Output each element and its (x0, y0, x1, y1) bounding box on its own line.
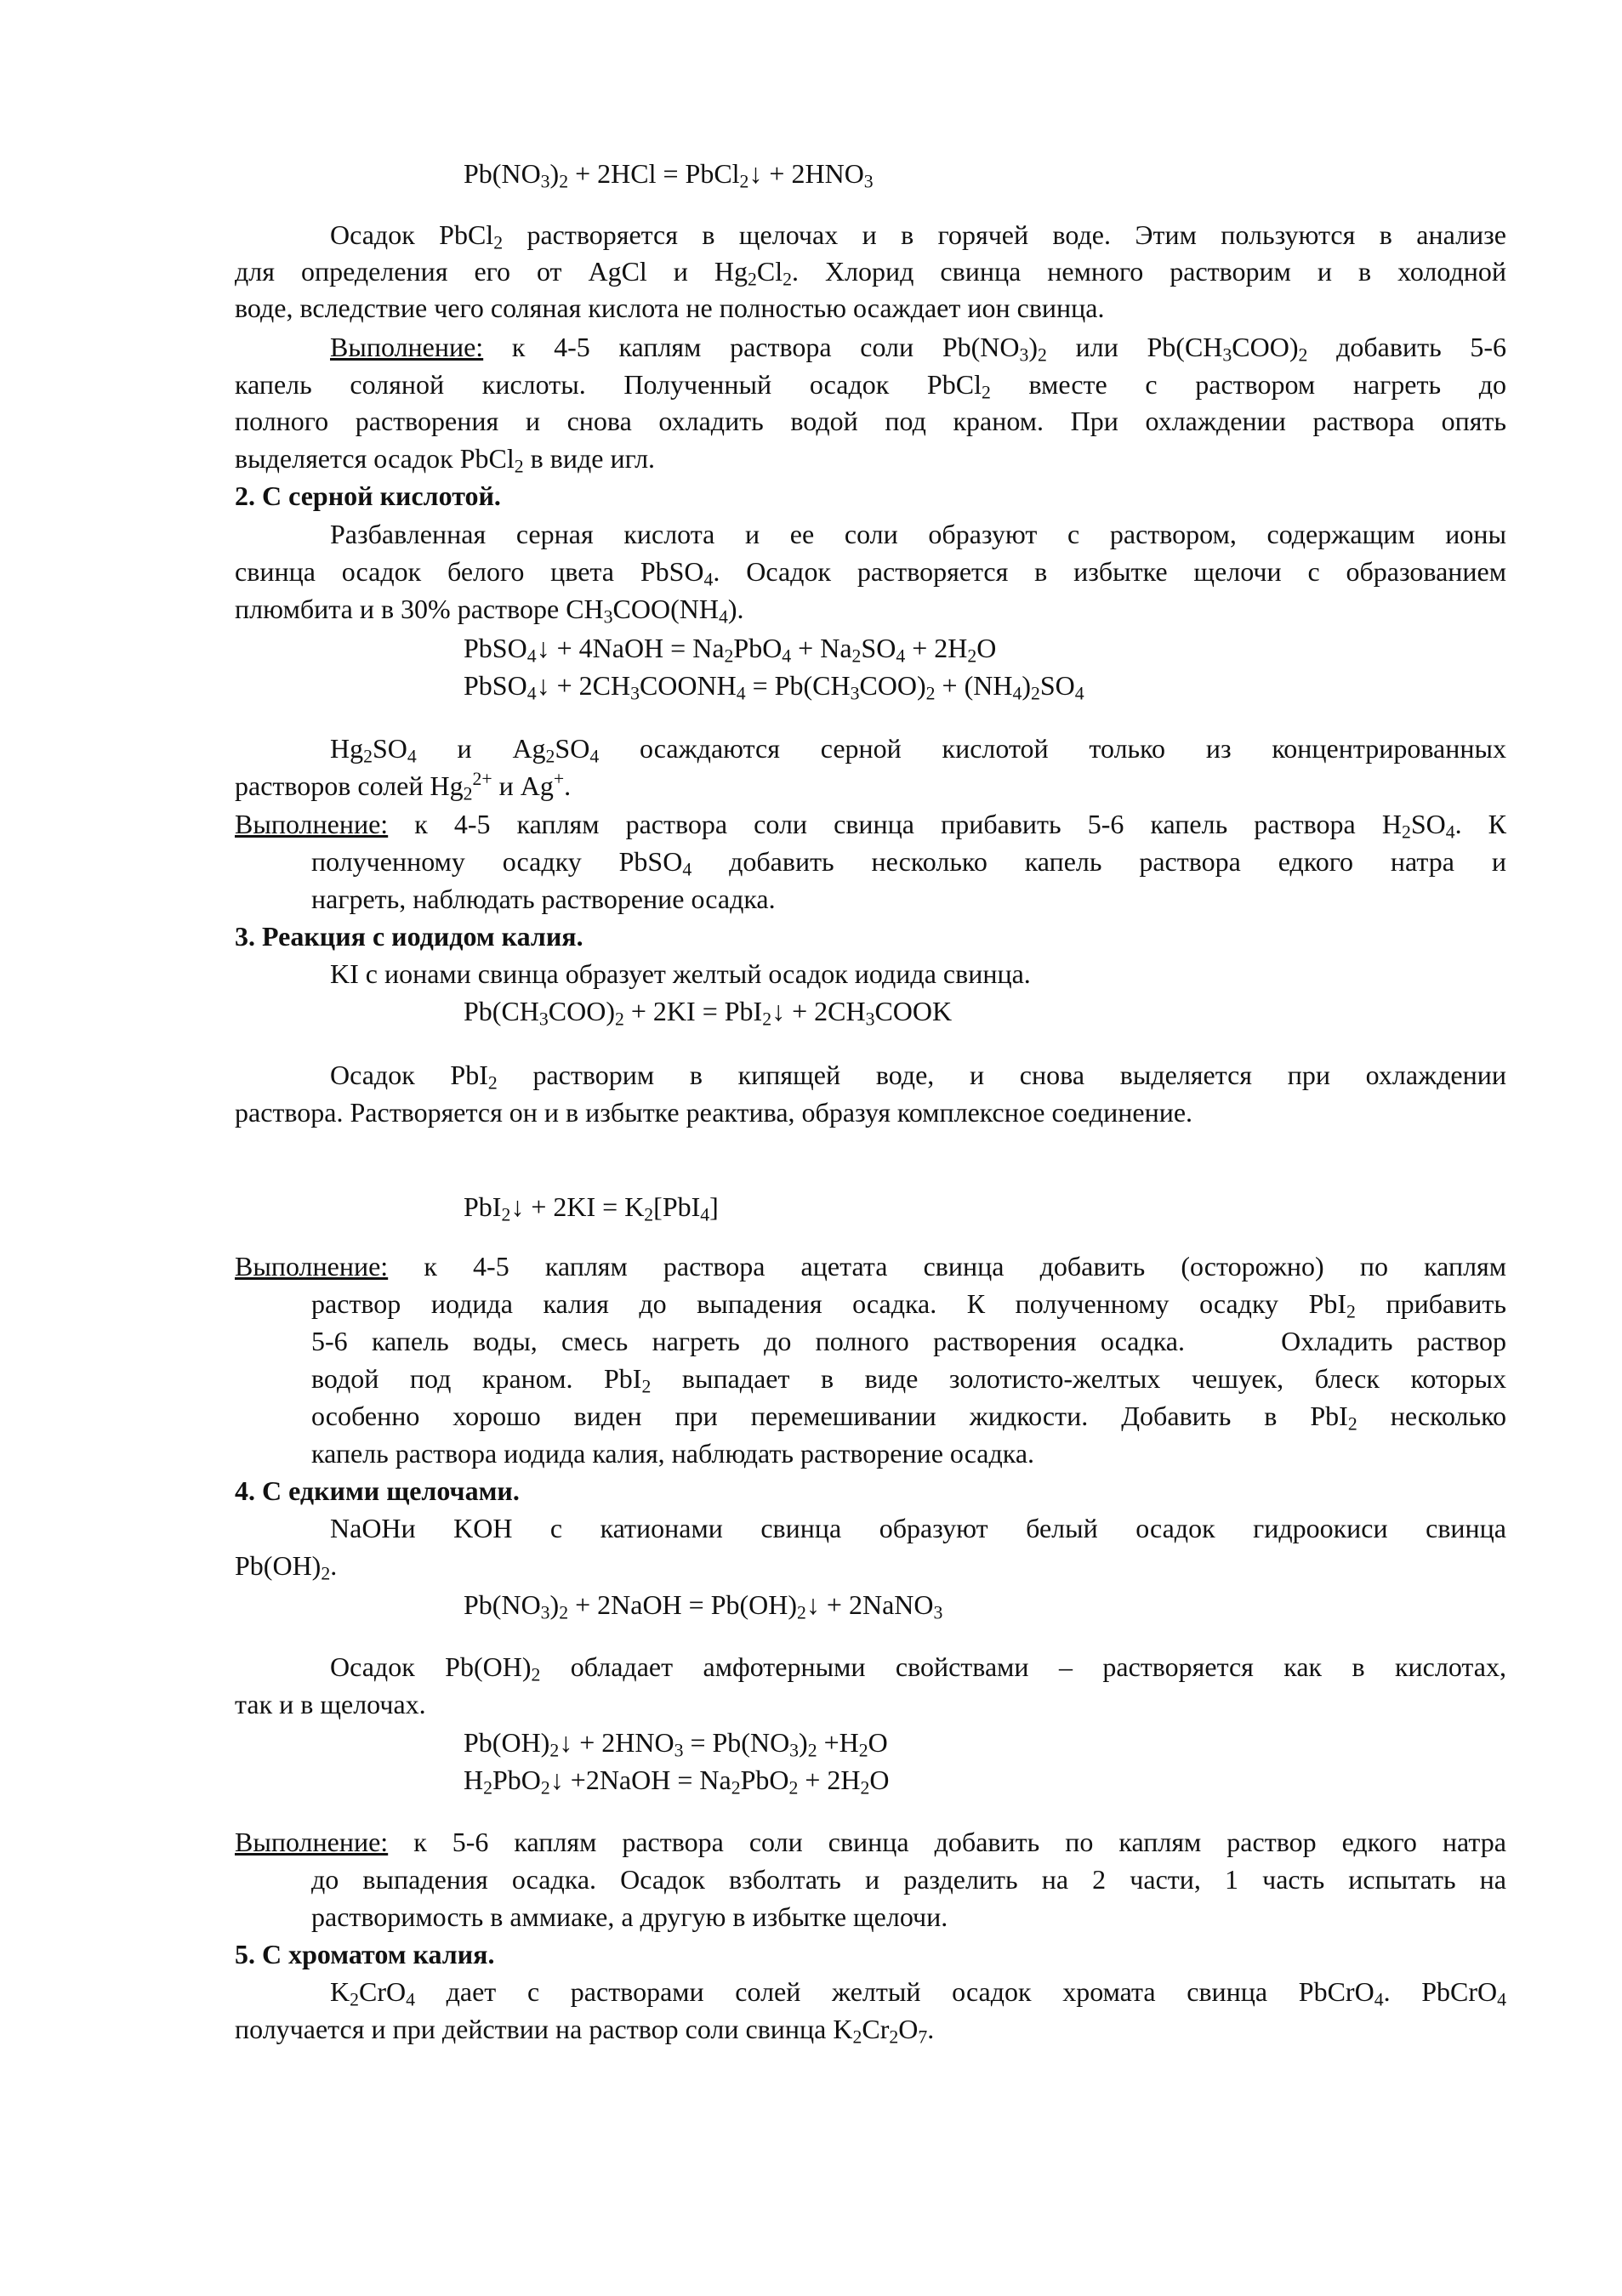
procedure-line: Выполнение: к 4-5 каплям раствора ацетата свинца добавить (осторожно) по каплям (235, 1251, 1506, 1282)
paragraph-line: получается и при действии на раствор соли свинца $K_2Cr_2O_7$. (235, 2014, 935, 2048)
equation: PbSO$_4$↓ + $2CH_3COONH_4 = Pb(CH_3COO)_2 + (NH_4)_2SO_4$ (464, 670, 1084, 704)
paragraph-line: Осадок PbCl$_2$ растворяется в щелочах и в горячей воде. Этим пользуются в анализе (330, 219, 1507, 253)
paragraph-line: Осадок PbI$_2$ растворим в кипящей воде, и снова выделяется при охлаждении (330, 1060, 1507, 1094)
procedure-line: растворимость в аммиаке, а другую в избытке щелочи. (311, 1901, 948, 1932)
procedure-line: до выпадения осадка. Осадок взболтать и разделить на 2 части, 1 часть испытать на (311, 1864, 1506, 1895)
section-heading: 2. С серной кислотой. (235, 480, 501, 511)
paragraph-line: $Pb(OH)_2$. (235, 1550, 338, 1584)
paragraph-line: Разбавленная серная кислота и ее соли образуют с раствором, содержащим ионы (330, 519, 1506, 549)
paragraph-line: так и в щелочах. (235, 1689, 426, 1719)
paragraph-line: NaOHи KOH с катионами свинца образуют белый осадок гидроокиси свинца (330, 1513, 1506, 1543)
equation: $H_2PbO_2↓$ +2NaOH = $Na_2PbO_2 + 2H_2O$ (464, 1765, 890, 1799)
paragraph-line: $Hg_2SO_4$ и $Ag_2SO_4$ осаждаются серной кислотой только из концентрированных (330, 733, 1506, 767)
paragraph-line: Осадок $Pb(OH)_2$ обладает амфотерными свойствами – растворяется как в кислотах, (330, 1651, 1507, 1685)
equation: PbI$_2$↓ + $2KI = K_2[PbI_4]$ (464, 1191, 719, 1225)
paragraph-line: $K_2CrO_4$ дает с растворами солей желтый осадок хромата свинца PbCrO$_4$. PbCrO$_4$ (330, 1976, 1507, 2010)
procedure-line: Выполнение: к 4-5 каплям раствора соли свинца прибавить 5-6 капель раствора $H_2SO_4$. К (235, 809, 1507, 843)
paragraph-line: для определения его от AgCl и $Hg_2Cl_2$. Хлорид свинца немного растворим и в холодной (235, 256, 1507, 290)
procedure-line: особенно хорошо виден при перемешивании жидкости. Добавить в PbI$_2$ несколько (311, 1401, 1507, 1435)
paragraph-line: раствора. Растворяется он и в избытке реактива, образуя комплексное соединение. (235, 1097, 1193, 1128)
equation: $Pb(CH_3COO)_2 + 2KI$ = PbI$_2$↓ + $2CH_3COOK$ (464, 996, 953, 1030)
procedure-line: Выполнение: к 5-6 каплям раствора соли свинца добавить по каплям раствор едкого натра (235, 1827, 1506, 1857)
section-heading: 4. С едкими щелочами. (235, 1475, 520, 1506)
procedure-line: полного растворения и снова охладить водой под краном. При охлаждении раствора опять (235, 406, 1506, 436)
paragraph-line: KI с ионами свинца образует желтый осадок иодида свинца. (330, 958, 1031, 989)
paragraph-line: воде, вследствие чего соляная кислота не полностью осаждает ион свинца. (235, 293, 1105, 323)
paragraph-line: плюмбита и в 30% растворе $CH_3COO(NH_4)$. (235, 594, 744, 628)
procedure-line: 5-6 капель воды, смесь нагреть до полного растворения осадка. Охладить раствор (311, 1326, 1506, 1356)
equation: PbSO$_4$↓ + 4NaOH = $Na_2PbO_4 + Na_2SO_4 + 2H_2O$ (464, 633, 997, 667)
procedure-line: раствор иодида калия до выпадения осадка. К полученному осадку PbI$_2$ прибавить (311, 1288, 1507, 1322)
paragraph-line: растворов солей $Hg_2^{2+}$ и Ag+. (235, 769, 572, 804)
equation: $Pb(OH)_2↓ + 2HNO_3 = Pb(NO_3)_2 +H_2O$ (464, 1727, 888, 1761)
procedure-line: нагреть, наблюдать растворение осадка. (311, 884, 776, 914)
section-heading: 3. Реакция с иодидом калия. (235, 921, 583, 952)
procedure-line: полученному осадку PbSO$_4$ добавить несколько капель раствора едкого натра и (311, 846, 1507, 880)
procedure-line: капель раствора иодида калия, наблюдать растворение осадка. (311, 1438, 1035, 1469)
equation: $Pb(NO_3)_2$ + 2NaOH = $Pb(OH)_2↓$ + 2NaNO$_3$ (464, 1589, 943, 1623)
equation: $Pb(NO_3)_2 + 2HCl$ = PbCl$_2$↓ + $2HNO_3$ (464, 158, 874, 192)
procedure-line: выделяется осадок PbCl$_2$ в виде игл. (235, 443, 656, 477)
section-heading: 5. С хроматом калия. (235, 1939, 495, 1969)
procedure-line: водой под краном. PbI$_2$ выпадает в виде золотисто-желтых чешуек, блеск которых (311, 1363, 1507, 1397)
procedure-line: Выполнение: к 4-5 каплям раствора соли $Pb(NO_3)_2$ или $Pb(CH_3COO)_2$ добавить 5-6 (330, 332, 1507, 366)
procedure-line: капель соляной кислоты. Полученный осадок PbCl$_2$ вместе с раствором нагреть до (235, 369, 1507, 403)
paragraph-line: свинца осадок белого цвета PbSO$_4$. Осадок растворяется в избытке щелочи с образованием (235, 556, 1507, 590)
